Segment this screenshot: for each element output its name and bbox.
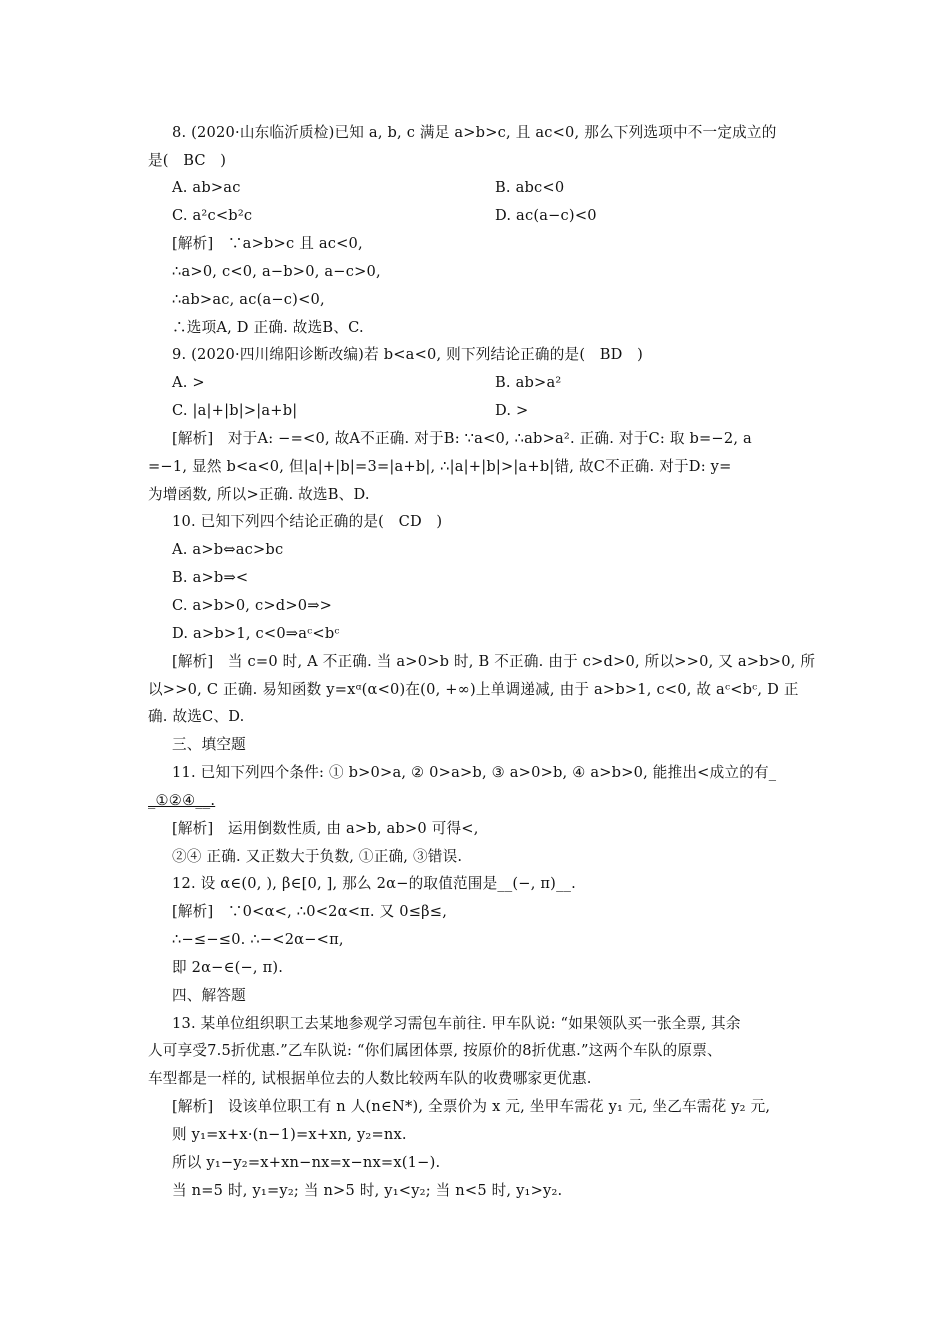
question-9-stem: 9. (2020·四川绵阳诊断改编)若 b<a<0, 则下列结论正确的是( BD ): [172, 346, 643, 363]
question-9-option-c: C. |a|+|b|>|a+b|: [172, 402, 298, 419]
question-13-stem: 13. 某单位组织职工去某地参观学习需包车前往. 甲车队说: “如果领队买一张全票, 其余: [172, 1015, 741, 1032]
question-11-solution-line: ②④ 正确. 又正数大于负数, ①正确, ③错误.: [172, 848, 463, 865]
question-8-solution-line: [解析] ∵a>b>c 且 ac<0,: [172, 235, 363, 252]
question-12-stem: 12. 设 α∈(0, ), β∈[0, ], 那么 2α−的取值范围是__(−, π)__.: [172, 875, 576, 892]
question-11-stem: 11. 已知下列四个条件: ① b>0>a, ② 0>a>b, ③ a>0>b, ④ a>b>0, 能推出<成立的有_: [172, 764, 777, 781]
question-8-option-c: C. a²c<b²c: [172, 207, 253, 224]
question-10-solution-line: 以>>0, C 正确. 易知函数 y=xᵅ(α<0)在(0, +∞)上单调递减, 由于 a>b>1, c<0, 故 aᶜ<bᶜ, D 正: [148, 681, 799, 698]
question-11-answer: _①②④__.: [148, 792, 216, 809]
question-11-solution-line: [解析] 运用倒数性质, 由 a>b, ab>0 可得<,: [172, 820, 479, 837]
question-10-solution-line: [解析] 当 c=0 时, A 不正确. 当 a>0>b 时, B 不正确. 由于 c>d>0, 所以>>0, 又 a>b>0, 所: [172, 653, 816, 670]
question-10-option-b: B. a>b⇒<: [172, 569, 249, 586]
question-8-option-a: A. ab>ac: [172, 179, 241, 196]
question-13-solution-line: 则 y₁=x+x·(n−1)=x+xn, y₂=nx.: [172, 1126, 407, 1143]
question-12-solution-line: [解析] ∵0<α<, ∴0<2α<π. 又 0≤β≤,: [172, 903, 448, 920]
question-9-option-a: A. >: [172, 374, 205, 391]
question-13-solution-line: [解析] 设该单位职工有 n 人(n∈N*), 全票价为 x 元, 坐甲车需花 y₁ 元, 坐乙车需花 y₂ 元,: [172, 1098, 771, 1115]
question-9-option-b: B. ab>a²: [495, 374, 562, 391]
question-10-option-c: C. a>b>0, c>d>0⇒>: [172, 597, 333, 614]
section-heading-answer: 四、解答题: [172, 987, 246, 1004]
question-12-solution-line: 即 2α−∈(−, π).: [172, 959, 284, 976]
question-13-solution-line: 当 n=5 时, y₁=y₂; 当 n>5 时, y₁<y₂; 当 n<5 时, y₁>y₂.: [172, 1182, 563, 1199]
question-10-solution-line: 确. 故选C、D.: [148, 708, 245, 725]
question-13-solution-line: 所以 y₁−y₂=x+xn−nx=x−nx=x(1−).: [172, 1154, 441, 1171]
question-9-solution-line: =−1, 显然 b<a<0, 但|a|+|b|=3=|a+b|, ∴|a|+|b|>|a+b|错, 故C不正确. 对于D: y=: [148, 458, 732, 475]
question-8-option-d: D. ac(a−c)<0: [495, 207, 597, 224]
question-8-option-b: B. abc<0: [495, 179, 565, 196]
question-10-option-d: D. a>b>1, c<0⇒aᶜ<bᶜ: [172, 625, 340, 642]
question-10-stem: 10. 已知下列四个结论正确的是( CD ): [172, 513, 443, 530]
question-13-stem: 人可享受7.5折优惠.”乙车队说: “你们属团体票, 按原价的8折优惠.”这两个车队的原票、: [148, 1042, 722, 1059]
question-8-stem: 8. (2020·山东临沂质检)已知 a, b, c 满足 a>b>c, 且 ac<0, 那么下列选项中不一定成立的: [172, 124, 777, 141]
question-8-solution-line: ∴选项A, D 正确. 故选B、C.: [172, 319, 364, 336]
question-9-solution-line: 为增函数, 所以>正确. 故选B、D.: [148, 486, 370, 503]
question-10-option-a: A. a>b⇔ac>bc: [172, 541, 284, 558]
question-8-solution-line: ∴a>0, c<0, a−b>0, a−c>0,: [172, 263, 381, 280]
question-12-solution-line: ∴−≤−≤0. ∴−<2α−<π,: [172, 931, 344, 948]
question-13-stem: 车型都是一样的, 试根据单位去的人数比较两车队的收费哪家更优惠.: [148, 1070, 592, 1087]
question-9-solution-line: [解析] 对于A: −=<0, 故A不正确. 对于B: ∵a<0, ∴ab>a². 正确. 对于C: 取 b=−2, a: [172, 430, 752, 447]
question-8-solution-line: ∴ab>ac, ac(a−c)<0,: [172, 291, 325, 308]
question-8-answer: 是( BC ): [148, 152, 227, 169]
question-9-option-d: D. >: [495, 402, 529, 419]
section-heading-fill-in: 三、填空题: [172, 736, 246, 753]
